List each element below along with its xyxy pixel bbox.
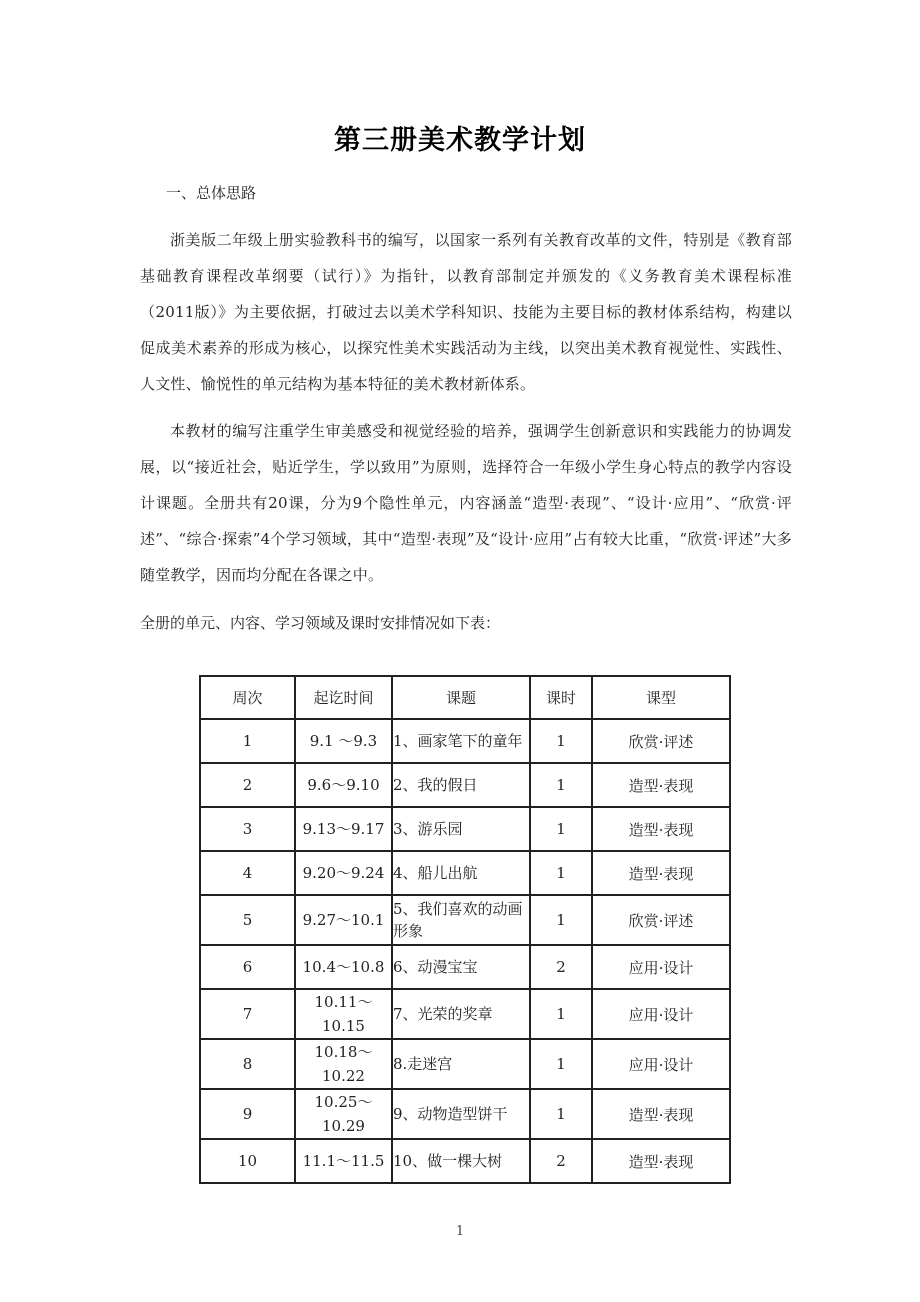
header-topic: 课题 bbox=[392, 676, 530, 719]
cell-dates: 10.25～10.29 bbox=[295, 1089, 392, 1139]
cell-hours: 2 bbox=[530, 945, 592, 989]
paragraph-overview: 浙美版二年级上册实验教科书的编写，以国家一系列有关教育改革的文件，特别是《教育部基础教育课程改革纲要（试行）》为指针，以教育部制定并颁发的《义务教育美术课程标准（2011版）》为主要依据，打破过去以美术学科知识、技能为主要目标的教材体系结构，构建以促成美术素养的形成为核心，以探究性美术实践活动为主线，以突出美术教育视觉性、实践性、人文性、愉悦性的单元结构为基本特征的美术教材新体系。 bbox=[140, 231, 792, 393]
cell-type: 欣赏·评述 bbox=[592, 895, 730, 945]
cell-week: 10 bbox=[200, 1139, 295, 1183]
table-row bbox=[200, 1139, 730, 1183]
cell-hours: 1 bbox=[530, 851, 592, 895]
cell-topic: 2、我的假日 bbox=[392, 763, 530, 807]
cell-hours: 1 bbox=[530, 895, 592, 945]
cell-dates: 9.20～9.24 bbox=[295, 851, 392, 895]
table-row bbox=[200, 895, 730, 945]
cell-hours: 1 bbox=[530, 807, 592, 851]
cell-topic: 1、画家笔下的童年 bbox=[392, 719, 530, 763]
cell-topic: 3、游乐园 bbox=[392, 807, 530, 851]
cell-hours: 1 bbox=[530, 1089, 592, 1139]
cell-type: 造型·表现 bbox=[592, 763, 730, 807]
table-header-row bbox=[200, 676, 730, 719]
cell-type: 欣赏·评述 bbox=[592, 719, 730, 763]
cell-week: 9 bbox=[200, 1089, 295, 1139]
cell-type: 应用·设计 bbox=[592, 1039, 730, 1089]
header-week: 周次 bbox=[200, 676, 295, 719]
cell-dates: 9.6～9.10 bbox=[295, 763, 392, 807]
cell-week: 5 bbox=[200, 895, 295, 945]
cell-hours: 1 bbox=[530, 989, 592, 1039]
cell-dates: 10.18～10.22 bbox=[295, 1039, 392, 1089]
table-row bbox=[200, 1089, 730, 1139]
cell-type: 应用·设计 bbox=[592, 989, 730, 1039]
cell-type: 造型·表现 bbox=[592, 1089, 730, 1139]
cell-topic: 10、做一棵大树 bbox=[392, 1139, 530, 1183]
paragraph-textbook-design: 本教材的编写注重学生审美感受和视觉经验的培养，强调学生创新意识和实践能力的协调发展，以“接近社会，贴近学生，学以致用”为原则，选择符合一年级小学生身心特点的教学内容设计课题。全册共有20课，分为9个隐性单元，内容涵盖“造型·表现”、“设计·应用”、“欣赏·评述”、“综合·探索”4个学习领域，其中“造型·表现”及“设计·应用”占有较大比重，“欣赏·评述”大多随堂教学，因而均分配在各课之中。 bbox=[140, 422, 792, 584]
section-heading: 一、总体思路 bbox=[166, 184, 257, 202]
cell-topic: 9、动物造型饼干 bbox=[392, 1089, 530, 1139]
cell-topic: 6、动漫宝宝 bbox=[392, 945, 530, 989]
page-title: 第三册美术教学计划 bbox=[334, 125, 586, 156]
cell-week: 2 bbox=[200, 763, 295, 807]
cell-week: 8 bbox=[200, 1039, 295, 1089]
page-number: 1 bbox=[455, 1224, 465, 1239]
cell-dates: 10.4～10.8 bbox=[295, 945, 392, 989]
table-row bbox=[200, 945, 730, 989]
cell-dates: 9.13～9.17 bbox=[295, 807, 392, 851]
cell-dates: 9.1 ～9.3 bbox=[295, 719, 392, 763]
schedule-table bbox=[199, 675, 731, 1184]
cell-topic: 8.走迷宫 bbox=[392, 1039, 530, 1089]
cell-week: 7 bbox=[200, 989, 295, 1039]
cell-type: 造型·表现 bbox=[592, 851, 730, 895]
cell-topic: 7、光荣的奖章 bbox=[392, 989, 530, 1039]
cell-hours: 1 bbox=[530, 1039, 592, 1089]
cell-dates: 9.27～10.1 bbox=[295, 895, 392, 945]
table-row bbox=[200, 851, 730, 895]
cell-week: 3 bbox=[200, 807, 295, 851]
cell-hours: 1 bbox=[530, 763, 592, 807]
header-hours: 课时 bbox=[530, 676, 592, 719]
cell-dates: 10.11～10.15 bbox=[295, 989, 392, 1039]
table-row bbox=[200, 763, 730, 807]
paragraph-table-intro: 全册的单元、内容、学习领域及课时安排情况如下表： bbox=[140, 614, 501, 632]
cell-type: 造型·表现 bbox=[592, 807, 730, 851]
table-row bbox=[200, 719, 730, 763]
cell-week: 4 bbox=[200, 851, 295, 895]
cell-topic: 4、船儿出航 bbox=[392, 851, 530, 895]
header-dates: 起讫时间 bbox=[295, 676, 392, 719]
table-row bbox=[200, 989, 730, 1039]
cell-week: 6 bbox=[200, 945, 295, 989]
cell-week: 1 bbox=[200, 719, 295, 763]
cell-hours: 2 bbox=[530, 1139, 592, 1183]
cell-topic: 5、我们喜欢的动画形象 bbox=[392, 895, 530, 945]
cell-type: 应用·设计 bbox=[592, 945, 730, 989]
cell-type: 造型·表现 bbox=[592, 1139, 730, 1183]
header-type: 课型 bbox=[592, 676, 730, 719]
table-row bbox=[200, 807, 730, 851]
cell-hours: 1 bbox=[530, 719, 592, 763]
cell-dates: 11.1～11.5 bbox=[295, 1139, 392, 1183]
table-row bbox=[200, 1039, 730, 1089]
